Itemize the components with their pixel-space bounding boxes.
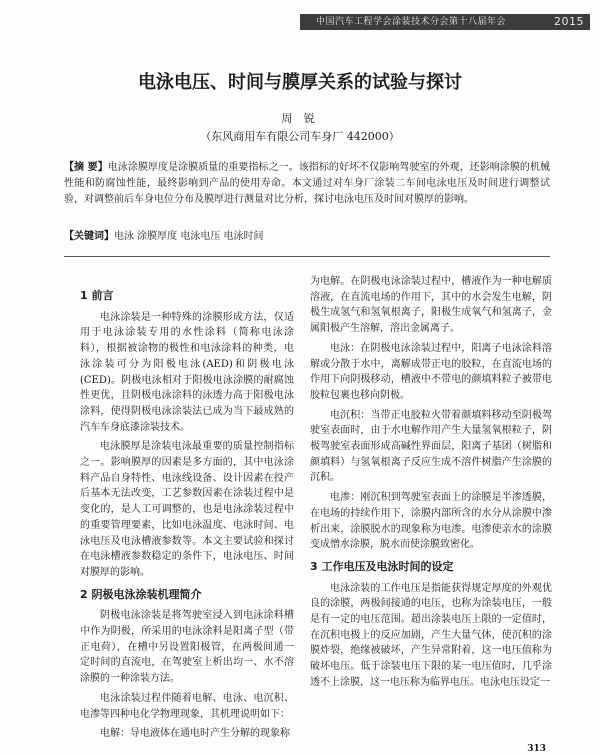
paragraph: 电解：导电液体在通电时产生分解的现象称 [100,728,290,740]
paragraph: 阴极电泳涂装是将驾驶室浸入到电泳涂料槽中作为阴极，所采用的电泳涂料是阳离子型（带正电荷），在槽中另设置阳极管，在两极间通一定时间的直流电，在驾驶室上析出均一、水不溶涂膜的一种涂装方法。 [80,610,294,685]
paragraph: 电泳：在阴极电泳涂装过程中，阳离子电泳涂料溶解或分散于水中，离解成带正电的胶粒，在直流电场的作用下向阴极移动，槽液中不带电的颜填料粒子被带电胶粒包裹也移向阴极。 [310,342,552,401]
journal-header-bar [300,14,590,30]
paragraph: 电沉积：当带正电胶粒火带着颜填料移动至阴极驾驶室表面时，由于水电解作用产生大量氢氧根粒子，阴极驾驶室表面形成高碱性界面层，阳离子基团（树脂和颜填料）与氢氧根离子反应生成不溶件树脂产生涂膜的沉积。 [310,409,552,484]
abstract [64,160,550,208]
paragraph: 电泳涂装的工作电压是指能获得规定厚度的外观优良的涂膜，两极间接通的电压，也称为涂装电压，一般是有一定的电压范围。超出涂装电压上限的一定值时，在沉积电极上的反应加剧，产生大量气体，使沉积的涂膜炸裂，绝缘被破坏，产生异常附着，这一电压值称为破坏电压。低于涂装电压下限的某一电压值时，几乎涂透不上涂膜，这一电压称为临界电压。电泳电压设定一 [310,582,552,688]
section-heading-mechanism: 2 阴极电泳涂装机理简介 [80,587,202,601]
keywords-text: 电泳 涂膜厚度 电泳电压 电泳时间 [114,231,264,242]
author-name: 周 锐 [281,112,319,125]
journal-year: 2015 [554,15,584,28]
abstract-text: 电泳涂膜厚度是涂膜质量的重要指标之一。该指标的好坏不仅影响驾驶室的外观，还影响涂膜的机械性能和防腐蚀性能，最终影响到产品的使用寿命。本文通过对车身厂涂装二车间电泳电压及时间进行调整试验，对调整前后车身电位分布及膜厚进行测量对比分析，探讨电泳电压及时间对膜厚的影响。 [64,162,551,205]
journal-name: 中国汽车工程学会涂装技术分会第十八届年会 [316,17,507,27]
paragraph: 为电解。在阴极电泳涂装过程中，槽液作为一种电解质溶液，在直流电场的作用下，其中的水会发生电解，阴极生成氢气和氢氧根离子，阳极生成氧气和氢离子，金属阳极产生溶解，溶出金属离子。 [310,276,552,335]
paragraph: 电渗：刚沉积到驾驶室表面上的涂膜是半渗透膜，在电场的持续作用下，涂膜内部所含的水分从涂膜中渗析出来，涂膜脱水的现象称为电渗。电渗使亲水的涂膜变成憎水涂膜，脱水而使涂膜致密化。 [310,492,552,551]
abstract-label: 【摘 要】 [64,162,108,173]
page-number: 313 [527,744,546,754]
paper-title: 电泳电压、时间与膜厚关系的试验与探讨 [138,72,462,93]
author-affiliation: （东风商用车有限公司车身厂 442000） [200,130,400,143]
keywords-label: 【关键词】 [64,231,114,242]
left-column [80,282,294,746]
paragraph: 电泳涂装过程伴随着电解、电泳、电沉积、电渗等四种电化学物理现象，其机理说明如下： [80,692,294,720]
paragraph: 电泳膜厚是涂装电泳最重要的质量控制指标之一。影响膜厚的因素是多方面的，其中电泳涂料产品自身特性、电泳线设备、设计因素在投产后基本无法改变，工艺参数因素在涂装过程中是变化的，是人工可调整的，也是电泳涂装过程中的重要管理要素，比如电泳温度、电泳时间、电泳电压及电泳槽液参数等。本文主要试验和探讨在电泳槽液参数稳定的条件下，电泳电压、时间对膜厚的影响。 [80,441,294,578]
section-heading-intro: 1 前言 [80,289,114,302]
abstract-divider [64,256,550,257]
section-heading-settings: 3 工作电压及电泳时间的设定 [310,559,454,573]
keywords [64,230,550,244]
paragraph: 电泳涂装是一种特殊的涂膜形成方法，仅适用于电泳涂装专用的水性涂料（简称电泳涂料），根据被涂物的极性和电泳涂料的种类，电泳涂装可分为阳极电泳(AED)和阴极电泳(CED)。阴极电泳相对于阳极电泳涂膜的耐腐蚀性更优，且阴极电泳涂料的泳透力高于阳极电泳涂料，使得阴极电泳涂装法已成为当下最成熟的汽车车身底漆涂装技术。 [80,311,294,433]
right-column [310,274,552,695]
